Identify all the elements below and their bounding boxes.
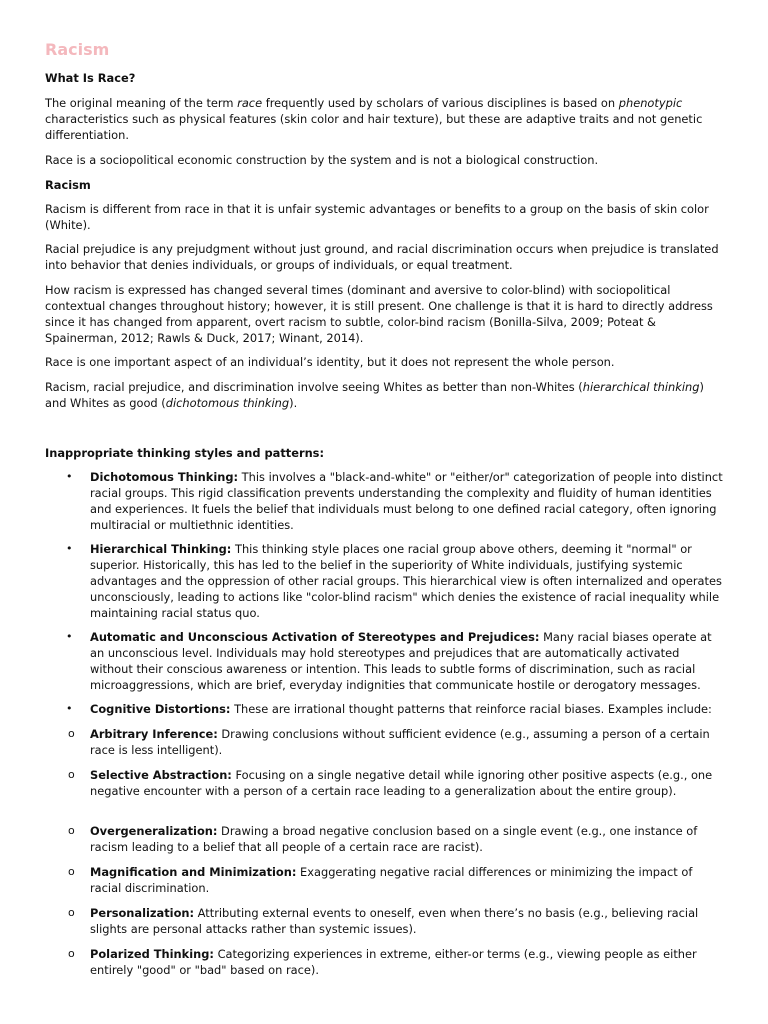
list-item-text: These are irrational thought patterns that reinforce racial biases. Examples include: [230,702,712,716]
list-item-term: Polarized Thinking: [90,947,214,961]
sub-list-item [68,767,725,799]
list-item-term: Dichotomous Thinking: [90,470,239,484]
list-item-text: Drawing conclusions without sufficient evidence (e.g., assuming a person of a certain race is less intelligent). [90,727,710,757]
paragraph-thinking-summary [45,379,725,411]
sub-bullet-icon: o [68,824,75,837]
sub-list-item [68,726,725,758]
list-item [66,701,725,717]
list-item-text: Categorizing experiences in extreme, either-or terms (e.g., viewing people as either entirely "good" or "bad" based on race). [90,947,697,977]
list-item-text: Exaggerating negative racial differences or minimizing the impact of racial discrimination. [90,865,693,895]
paragraph-race-construction: Race is a sociopolitical economic construction by the system and is not a biological construction. [45,153,599,167]
text-run: frequently used by scholars of various disciplines is based on [262,96,619,110]
list-item-term: Personalization: [90,906,195,920]
text-run: characteristics such as physical features (skin color and hair texture), but these are adaptive traits and not genetic differentiation. [45,112,703,142]
section-heading-what-is-race: What Is Race? [45,71,136,85]
document-title: Racism [45,40,110,59]
text-run: ). [289,396,298,410]
sub-bullet-icon: o [68,865,75,878]
paragraph-racism-definition: Racism is different from race in that it is unfair systemic advantages or benefits to a group on the basis of skin color (White). [45,202,709,232]
sub-list-item [68,864,725,896]
emphasis-dichotomous: dichotomous thinking [165,396,290,410]
list-item-text: This thinking style places one racial group above others, deeming it "normal" or superior. Historically, this has led to the belief in the superiority of White individuals, justifying systemic advantages and the oppression of other racial groups. This hierarchical view is often internalized and operates unconsciously, leading to actions like "color-blind racism" which denies the existence of racial inequality while maintaining racial status quo. [90,542,722,620]
paragraph-race-meaning [45,95,725,143]
paragraph-racial-prejudice: Racial prejudice is any prejudgment without just ground, and racial discrimination occurs when prejudice is translated into behavior that denies individuals, or groups of individuals, or equal treatment. [45,242,719,272]
list-item-term: Automatic and Unconscious Activation of Stereotypes and Prejudices: [90,630,540,644]
sub-bullet-icon: o [68,906,75,919]
bullet-icon: • [66,630,73,643]
emphasis-hierarchical: hierarchical thinking [582,380,700,394]
list-item-term: Overgeneralization: [90,824,218,838]
list-item-text: Attributing external events to oneself, even when there’s no basis (e.g., believing racial slights are personal attacks rather than systemic issues). [90,906,699,936]
list-item-text: Focusing on a single negative detail while ignoring other positive aspects (e.g., one negative encounter with a person of a certain race leading to a generalization about the entire group). [90,768,713,798]
sub-list-item [68,946,725,978]
bullet-icon: • [66,542,73,555]
text-run: Racism, racial prejudice, and discrimination involve seeing Whites as better than non-Whites ( [45,380,583,394]
bullet-icon: • [66,702,73,715]
list-item [66,469,725,533]
paragraph-racism-expression: How racism is expressed has changed several times (dominant and aversive to color-blind) with sociopolitical contextual changes throughout history; however, it is still present. One challenge is that it is hard to directly address since it has changed from apparent, overt racism to subtle, color-bind racism (Bonilla-Silva, 2009; Poteat & Spainerman, 2012; Rawls & Duck, 2017; Winant, 2014). [45,283,713,345]
bullet-icon: • [66,470,73,483]
list-item-term: Arbitrary Inference: [90,727,218,741]
list-item-term: Selective Abstraction: [90,768,232,782]
list-item-term: Hierarchical Thinking: [90,542,232,556]
list-item-term: Magnification and Minimization: [90,865,297,879]
section-heading-racism: Racism [45,178,91,192]
list-item-text: Many racial biases operate at an unconscious level. Individuals may hold stereotypes and prejudices that are automatically activated without their conscious awareness or intention. This leads to subtle forms of discrimination, such as racial microaggressions, which are brief, everyday indignities that communicate hostile or derogatory messages. [90,630,712,692]
list-item [66,541,725,621]
list-item-text: This involves a "black-and-white" or "either/or" categorization of people into distinct racial groups. This rigid classification prevents understanding the complexity and fluidity of human identities and experiences. It fuels the belief that individuals must belong to one defined racial category, often ignoring multiracial or multiethnic identities. [90,470,723,532]
text-run: The original meaning of the term [45,96,238,110]
sub-bullet-icon: o [68,947,75,960]
list-item [66,629,725,693]
sub-bullet-icon: o [68,727,75,740]
sub-bullet-icon: o [68,768,75,781]
section-heading-thinking-styles: Inappropriate thinking styles and patterns: [45,446,325,460]
list-item-text: Drawing a broad negative conclusion based on a single event (e.g., one instance of racism leading to a belief that all people of a certain race are racist). [90,824,698,854]
list-item-term: Cognitive Distortions: [90,702,231,716]
sub-list-item [68,905,725,937]
paragraph-identity: Race is one important aspect of an individual’s identity, but it does not represent the whole person. [45,355,615,369]
emphasis-race: race [237,96,263,110]
text-run: ) and Whites as good ( [45,380,704,410]
emphasis-phenotypic: phenotypic [618,96,683,110]
sub-list-item [68,823,725,855]
